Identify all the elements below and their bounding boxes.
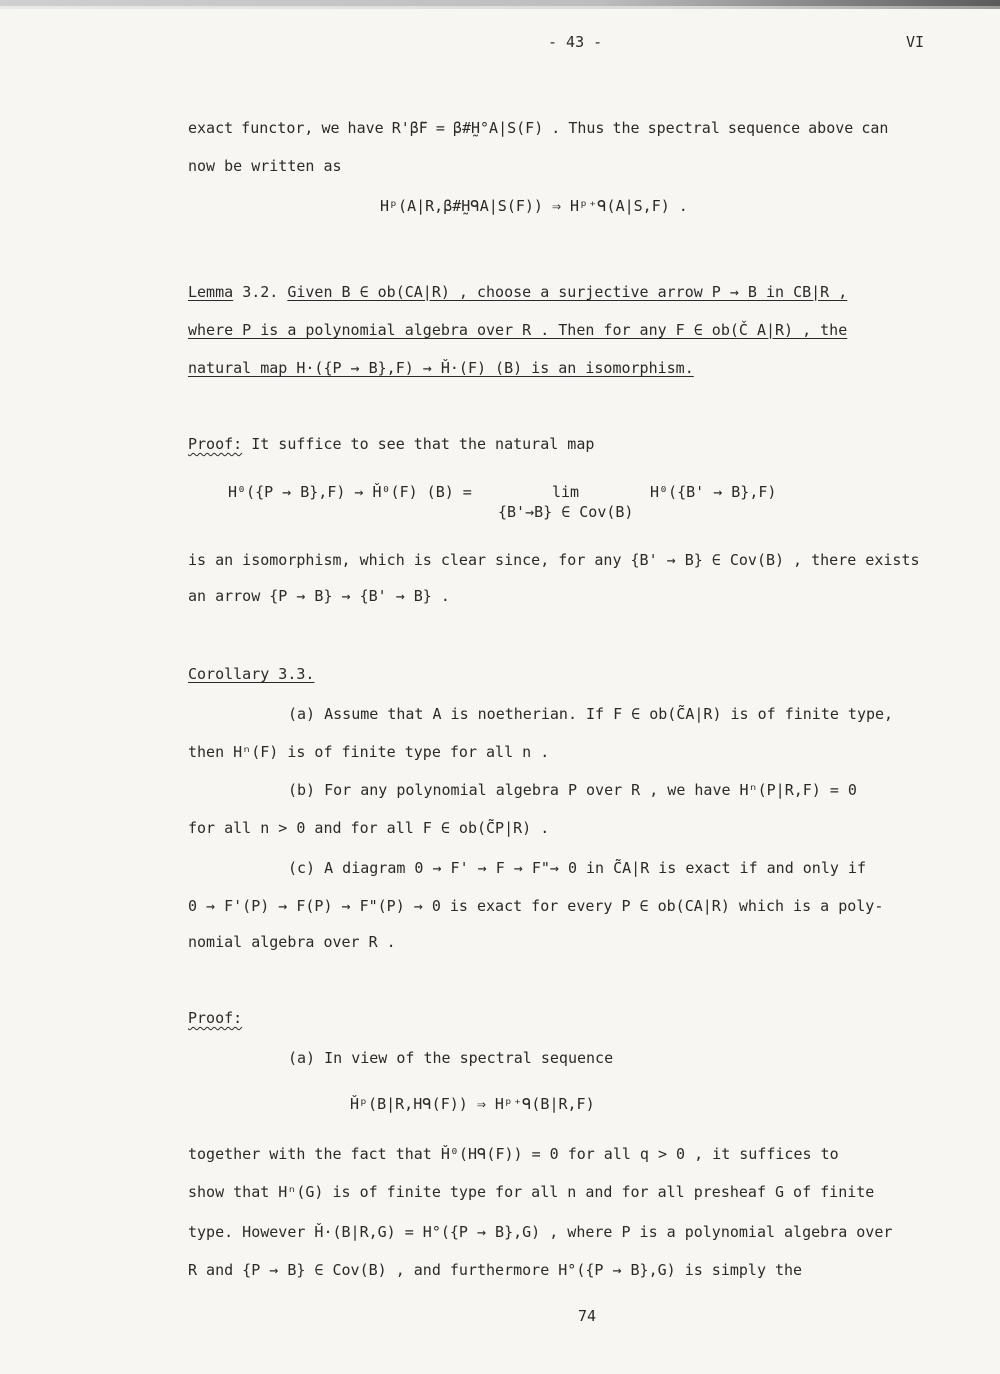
- lemma-label: Lemma: [188, 283, 234, 301]
- proof1-formula-left: H⁰({P → B},F) → Ȟ⁰(F) (B) =: [228, 483, 472, 501]
- corollary-b-line-1: (b) For any polynomial algebra P over R , we have Hⁿ(P|R,F) = 0: [288, 781, 857, 799]
- intro-formula: Hᵖ(A|R,β#H̰ᑫA|S(F)) ⇒ Hᵖ⁺ᑫ(A|S,F) .: [380, 197, 688, 215]
- proof1-formula-sub: {B'→B} ∈ Cov(B): [498, 503, 634, 521]
- proof2-line-1: together with the fact that Ȟ⁰(Hᑫ(F)) = 0 for all q > 0 , it suffices to: [188, 1145, 839, 1163]
- proof2-a-intro: (a) In view of the spectral sequence: [288, 1049, 614, 1067]
- corollary-b-line-2: for all n > 0 and for all F ∈ ob(C̃P|R) .: [188, 819, 550, 837]
- lemma-line-2: where P is a polynomial algebra over R . Then for any F ∈ ob(Č A|R) , the: [188, 321, 848, 339]
- lemma-line-3: natural map H·({P → B},F) → Ȟ·(F) (B) is an isomorphism.: [188, 359, 694, 377]
- proof1-text: It suffice to see that the natural map: [242, 435, 595, 453]
- corollary-label: Corollary 3.3.: [188, 665, 315, 683]
- proof1-formula-right: H⁰({B' → B},F): [650, 483, 777, 501]
- proof1-line-2: is an isomorphism, which is clear since, for any {B' → B} ∈ Cov(B) , there exists: [188, 551, 920, 569]
- intro-line-1: exact functor, we have R'β̃F = β#H̰°A|S(F) . Thus the spectral sequence above can: [188, 119, 889, 137]
- proof2-formula: Ȟᵖ(B|R,Hᑫ(F)) ⇒ Hᵖ⁺ᑫ(B|R,F): [350, 1095, 595, 1113]
- proof2-line-2: show that Hⁿ(G) is of finite type for all n and for all presheaf G of finite: [188, 1183, 875, 1201]
- proof1-line-3: an arrow {P → B} → {B' → B} .: [188, 587, 450, 605]
- proof2-label: Proof:: [188, 1009, 243, 1027]
- lemma-line-1: [188, 282, 847, 302]
- page-number: 74: [578, 1307, 597, 1325]
- corollary-c-line-1: (c) A diagram 0 → F' → F → F"→ 0 in C̃A|R is exact if and only if: [288, 859, 866, 877]
- lemma-number: 3.2.: [242, 283, 279, 301]
- proof2-line-3: type. However Ȟ·(B|R,G) = H°({P → B},G) , where P is a polynomial algebra over: [188, 1223, 893, 1241]
- corollary-c-line-2: 0 → F'(P) → F(P) → F"(P) → 0 is exact for every P ∈ ob(CA|R) which is a poly-: [188, 897, 884, 915]
- corollary-a-line-2: then Hⁿ(F) is of finite type for all n .: [188, 743, 550, 761]
- proof1-formula-lim: lim: [552, 483, 580, 501]
- intro-line-2: now be written as: [188, 157, 342, 175]
- page-label: - 43 -: [548, 33, 603, 51]
- chapter-label: VI: [906, 33, 925, 51]
- corollary-c-line-3: nomial algebra over R .: [188, 933, 396, 951]
- lemma-text-1: Given B ∈ ob(CA|R) , choose a surjective arrow P → B in CB|R ,: [287, 283, 848, 301]
- proof2-line-4: R and {P → B} ∈ Cov(B) , and furthermore H°({P → B},G) is simply the: [188, 1261, 803, 1279]
- proof1-label: Proof:: [188, 435, 243, 453]
- scan-edge-shadow: [0, 6, 1000, 9]
- corollary-a-line-1: (a) Assume that A is noetherian. If F ∈ ob(C̃A|R) is of finite type,: [288, 705, 894, 723]
- proof1-line-1: [188, 434, 594, 454]
